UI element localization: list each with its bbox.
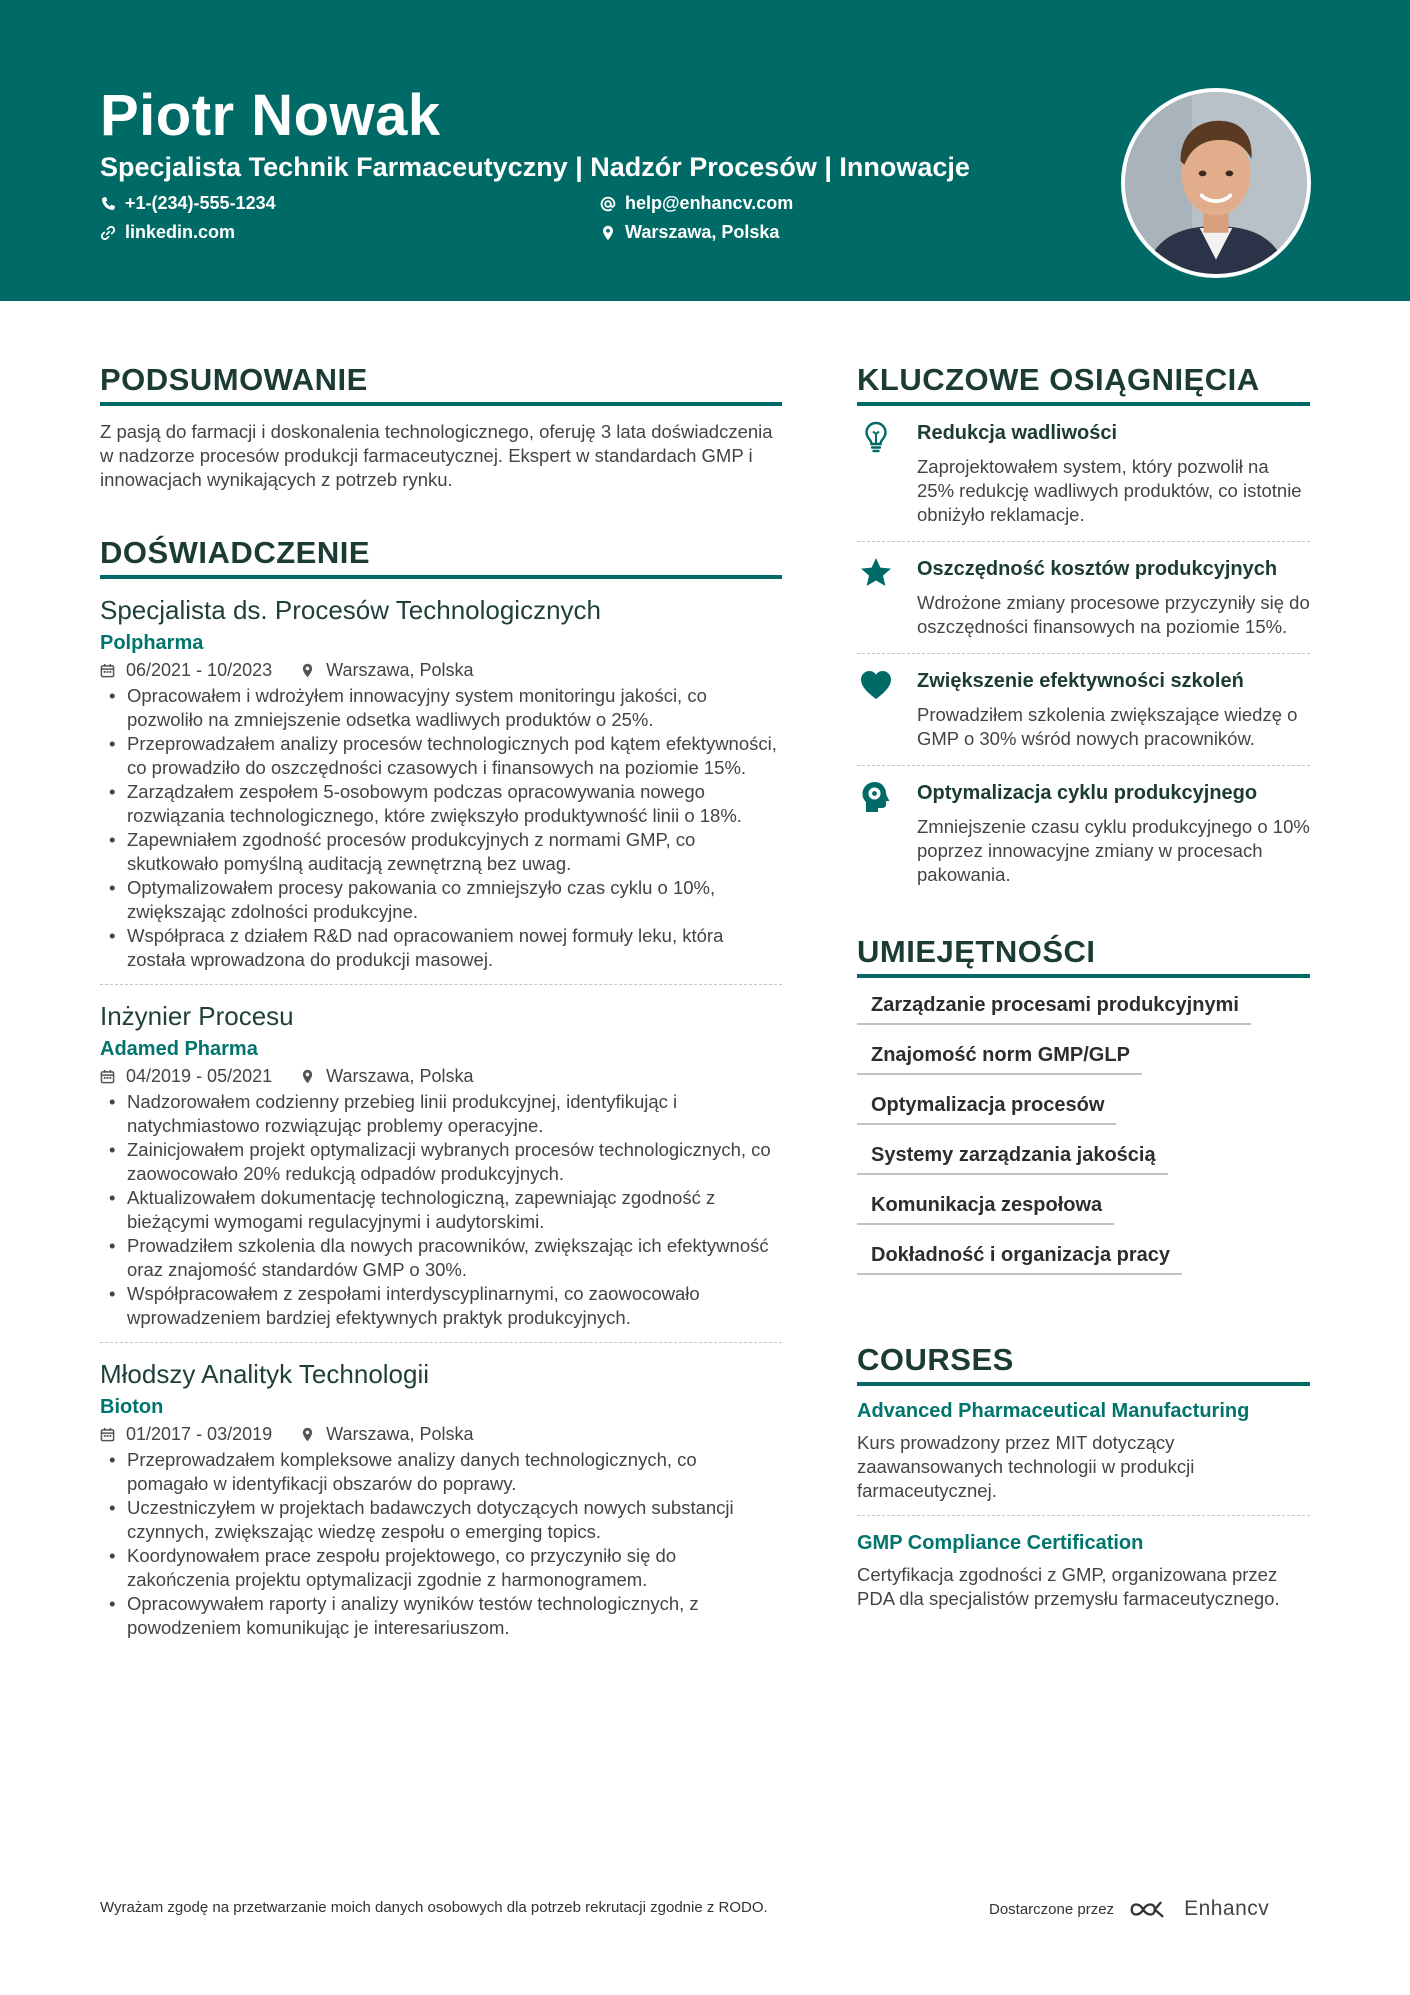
skill-row — [857, 994, 1310, 1044]
calendar-icon — [100, 1427, 126, 1442]
bullet-item: • Aktualizowałem dokumentację technologiczną, zapewniając zgodność z bieżącymi wymogami regulacyjnymi i audytorskimi. — [100, 1186, 782, 1234]
contact-email[interactable] — [600, 193, 793, 214]
skills-list — [857, 994, 1310, 1294]
heart-icon — [859, 668, 893, 702]
course-item — [857, 1400, 1310, 1516]
experience-entry — [100, 1001, 782, 1343]
powered-by[interactable] — [989, 1897, 1269, 1921]
at-icon — [600, 196, 616, 212]
bullet-item: • Przeprowadzałem kompleksowe analizy danych technologicznych, co pomagało w identyfikacji obszarów do poprawy. — [100, 1448, 782, 1496]
job-bullets — [100, 1448, 782, 1640]
bullet-item: • Nadzorowałem codzienny przebieg linii produkcyjnej, identyfikując i natychmiastowo rozwiązując problemy operacyjne. — [100, 1090, 782, 1138]
candidate-name: Piotr Nowak — [100, 83, 441, 148]
bullet-item: • Zainicjowałem projekt optymalizacji wybranych procesów technologicznych, co zaowocowało 20% redukcją odpadów produkcyjnych. — [100, 1138, 782, 1186]
company-name: Polpharma — [100, 632, 204, 654]
achievement-title: Zwiększenie efektywności szkoleń — [917, 670, 1244, 692]
achievements-heading: KLUCZOWE OSIĄGNIĘCIA — [857, 362, 1310, 406]
skill-tag: Zarządzanie procesami produkcyjnymi — [857, 994, 1251, 1025]
phone-icon — [100, 196, 116, 212]
achievement-text: Prowadziłem szkolenia zwiększające wiedzę o GMP o 30% wśród nowych pracowników. — [917, 704, 1298, 749]
achievement-text: Wdrożone zmiany procesowe przyczyniły się do oszczędności finansowych na poziomie 15%. — [917, 592, 1310, 637]
experience-list — [100, 595, 782, 1652]
achievement-title: Redukcja wadliwości — [917, 422, 1118, 444]
experience-entry — [100, 595, 782, 985]
job-location — [300, 660, 473, 681]
location-text: Warszawa, Polska — [625, 222, 780, 242]
left-column — [100, 362, 782, 1668]
avatar-portrait — [1125, 92, 1307, 274]
brand-name: Enhancv — [1184, 1897, 1270, 1920]
star-icon — [859, 556, 893, 590]
calendar-icon — [100, 1069, 126, 1084]
bullet-item: • Opracowałem i wdrożyłem innowacyjny system monitoringu jakości, co pozwoliło na zmniejszenie odsetka wadliwych produktów o 25%. — [100, 684, 782, 732]
summary-heading: PODSUMOWANIE — [100, 362, 782, 406]
skill-tag: Znajomość norm GMP/GLP — [857, 1044, 1142, 1075]
achievement-item — [857, 556, 1310, 654]
achievements-list — [857, 420, 1310, 901]
skill-tag: Systemy zarządzania jakością — [857, 1144, 1168, 1175]
bullet-item: • Prowadziłem szkolenia dla nowych pracowników, zwiększając ich efektywność oraz znajomość standardów GMP o 30%. — [100, 1234, 782, 1282]
gdpr-consent: Wyrażam zgodę na przetwarzanie moich danych osobowych dla potrzeb rekrutacji zgodnie z RODO. — [100, 1899, 768, 1916]
head-gear-icon — [859, 780, 893, 814]
company-name: Bioton — [100, 1396, 164, 1418]
calendar-icon — [100, 663, 126, 678]
experience-entry — [100, 1359, 782, 1652]
skill-row — [857, 1144, 1310, 1194]
achievement-text: Zaprojektowałem system, który pozwolił na 25% redukcję wadliwych produktów, co istotnie obniżyło reklamacje. — [917, 456, 1302, 525]
course-text: Kurs prowadzony przez MIT dotyczący zaawansowanych technologii w produkcji farmaceutycznej. — [857, 1432, 1195, 1501]
job-title: Inżynier Procesu — [100, 1001, 294, 1031]
courses-heading: COURSES — [857, 1342, 1310, 1386]
contact-phone[interactable] — [100, 193, 276, 214]
skills-heading: UMIEJĘTNOŚCI — [857, 934, 1310, 978]
course-title: Advanced Pharmaceutical Manufacturing — [857, 1400, 1250, 1422]
courses-section — [857, 1342, 1310, 1623]
job-location — [300, 1066, 473, 1087]
skill-row — [857, 1094, 1310, 1144]
lightbulb-icon — [859, 420, 893, 454]
skill-tag: Optymalizacja procesów — [857, 1094, 1116, 1125]
skill-row — [857, 1244, 1310, 1294]
achievement-text: Zmniejszenie czasu cyklu produkcyjnego o 10% poprzez innowacyjne zmiany w procesach pakowania. — [917, 816, 1310, 885]
achievement-title: Oszczędność kosztów produkcyjnych — [917, 558, 1278, 580]
job-meta — [100, 1424, 782, 1445]
job-dates: 06/2021 - 10/2023 — [126, 660, 273, 680]
email-text: help@enhancv.com — [625, 193, 794, 213]
achievement-title: Optymalizacja cyklu produkcyjnego — [917, 782, 1258, 804]
course-text: Certyfikacja zgodności z GMP, organizowana przez PDA dla specjalistów przemysłu farmaceutycznego. — [857, 1564, 1280, 1609]
job-title: Specjalista ds. Procesów Technologicznych — [100, 595, 602, 625]
skill-row — [857, 1194, 1310, 1244]
course-item — [857, 1532, 1310, 1623]
location-pin-icon — [300, 1427, 326, 1442]
job-location — [300, 1424, 473, 1445]
bullet-item: • Współpraca z działem R&D nad opracowaniem nowej formuły leku, która została wprowadzona do produkcji masowej. — [100, 924, 782, 972]
location-pin-icon — [300, 1069, 326, 1084]
job-title: Młodszy Analityk Technologii — [100, 1359, 430, 1389]
bullet-item: • Koordynowałem prace zespołu projektowego, co przyczyniło się do zakończenia projektu optymalizacji zgodnie z harmonogramem. — [100, 1544, 782, 1592]
bullet-item: • Współpracowałem z zespołami interdyscyplinarnymi, co zaowocowało wprowadzeniem bardziej efektywnych praktyk produkcyjnych. — [100, 1282, 782, 1330]
job-dates: 01/2017 - 03/2019 — [126, 1424, 273, 1444]
bullet-item: • Przeprowadzałem analizy procesów technologicznych pod kątem efektywności, co prowadziło do oszczędności czasowych i finansowych na poziomie 15%. — [100, 732, 782, 780]
achievements-section — [857, 362, 1310, 901]
summary-text: Z pasją do farmacji i doskonalenia technologicznego, oferuję 3 lata doświadczenia w nadzorze procesów produkcji farmaceutycznej. Ekspert w standardach GMP i innowacjach wynikających z potrzeb rynku. — [100, 421, 773, 490]
courses-list — [857, 1400, 1310, 1623]
achievement-item — [857, 420, 1310, 542]
bullet-item: • Optymalizowałem procesy pakowania co zmniejszyło czas cyklu o 10%, zwiększając zdolności produkcyjne. — [100, 876, 782, 924]
contact-location — [600, 222, 779, 243]
job-meta — [100, 1066, 782, 1087]
job-dates: 04/2019 - 05/2021 — [126, 1066, 273, 1086]
skill-tag: Dokładność i organizacja pracy — [857, 1244, 1182, 1275]
experience-section — [100, 535, 782, 1652]
enhancv-logo-icon — [1126, 1898, 1172, 1921]
experience-heading: DOŚWIADCZENIE — [100, 535, 782, 579]
job-location-text: Warszawa, Polska — [326, 1066, 474, 1086]
company-name: Adamed Pharma — [100, 1038, 258, 1060]
bullet-item: • Uczestniczyłem w projektach badawczych dotyczących nowych substancji czynnych, zwiększając wiedzę zespołu o emerging topics. — [100, 1496, 782, 1544]
job-bullets — [100, 1090, 782, 1330]
location-pin-icon — [300, 663, 326, 678]
skills-section — [857, 934, 1310, 1294]
job-bullets — [100, 684, 782, 972]
course-title: GMP Compliance Certification — [857, 1532, 1144, 1554]
phone-text: +1-(234)-555-1234 — [125, 193, 276, 213]
candidate-headline: Specjalista Technik Farmaceutyczny | Nadzór Procesów | Innowacje — [100, 152, 970, 182]
achievement-item — [857, 668, 1310, 766]
resume-header — [0, 0, 1410, 301]
job-meta — [100, 660, 782, 681]
link-icon — [100, 225, 116, 241]
bullet-item: • Zapewniałem zgodność procesów produkcyjnych z normami GMP, co skutkowało pomyślną auditacją zewnętrzną bez uwag. — [100, 828, 782, 876]
bullet-item: • Opracowywałem raporty i analizy wyników testów technologicznych, z powodzeniem komunikując je interesariuszom. — [100, 1592, 782, 1640]
achievement-item — [857, 780, 1310, 901]
powered-by-label: Dostarczone przez — [989, 1900, 1115, 1918]
contact-linkedin[interactable] — [100, 222, 235, 243]
linkedin-text: linkedin.com — [125, 222, 236, 242]
summary-section — [100, 362, 782, 492]
location-pin-icon — [600, 225, 616, 241]
skill-tag: Komunikacja zespołowa — [857, 1194, 1114, 1225]
bullet-item: • Zarządzałem zespołem 5-osobowym podczas opracowywania nowego rozwiązania technologicznego, które zwiększyło produktywność linii o 18%. — [100, 780, 782, 828]
job-location-text: Warszawa, Polska — [326, 660, 474, 680]
right-column — [857, 362, 1310, 1639]
profile-photo — [1121, 88, 1311, 278]
job-location-text: Warszawa, Polska — [326, 1424, 474, 1444]
skill-row — [857, 1044, 1310, 1094]
